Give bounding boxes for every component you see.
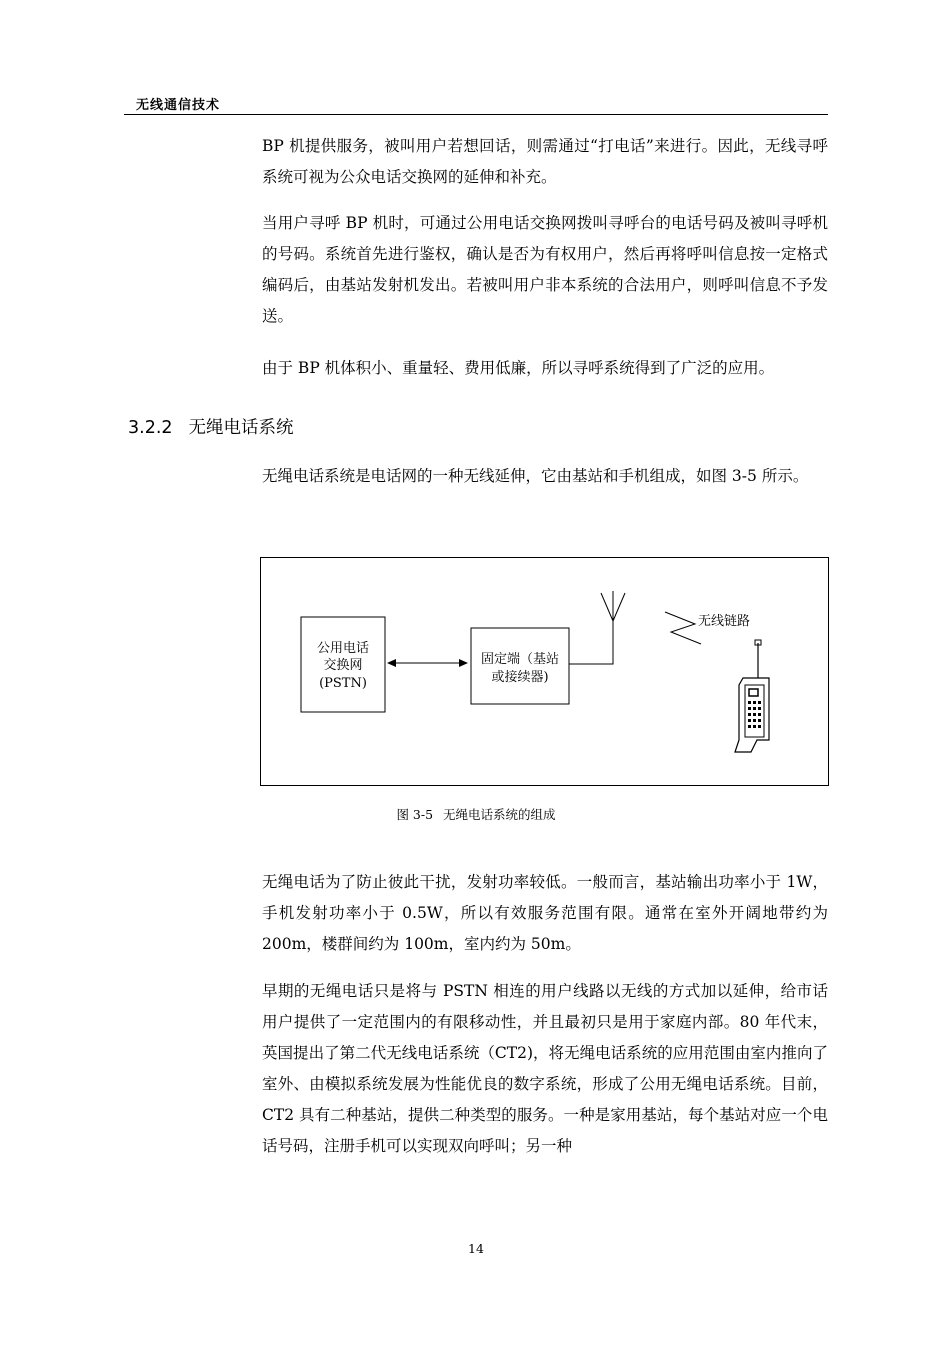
caption-text: 无绳电话系统的组成 xyxy=(443,807,556,822)
section-title: 无绳电话系统 xyxy=(188,418,294,438)
paragraph-2: 当用户寻呼 BP 机时，可通过公用电话交换网拨叫寻呼台的电话号码及被叫寻呼机的号码。系统首先进行鉴权，确认是否为有权用户，然后再将呼叫信息按一定格式编码后，由基站发射机发出。若被叫用户非本系统的合法用户，则呼叫信息不予发送。 xyxy=(262,214,828,325)
running-header xyxy=(124,92,828,115)
figure-3-5 xyxy=(260,557,829,786)
figure-caption xyxy=(0,805,952,823)
section-number: 3.2.2 xyxy=(128,418,173,438)
wireless-link-symbol xyxy=(665,612,701,644)
base-station-label-2: 或接续器) xyxy=(491,670,549,685)
paragraph-6: 早期的无绳电话只是将与 PSTN 相连的用户线路以无线的方式加以延伸，给市话用户提供了一定范围内的有限移动性，并且最初只是用于家庭内部。80 年代末，英国提出了第二代无线电话系统（CT2)，将无绳电话系统的应用范围由室内推向了室外、由模拟系统发展为性能优良的数字系统，形成了公用无绳电话系统。目前，CT2 具有二种基站，提供二种类型的服务。一种是家用基站，每个基站对应一个电话号码，注册手机可以实现双向呼叫；另一种 xyxy=(262,982,828,1155)
paragraph-4: 无绳电话系统是电话网的一种无线延伸，它由基站和手机组成，如图 3-5 所示。 xyxy=(262,467,809,485)
antenna-left-arm xyxy=(601,593,613,621)
antenna-right-arm xyxy=(613,593,625,621)
arrow-head-right xyxy=(459,659,468,667)
paragraph-5: 无绳电话为了防止彼此干扰，发射功率较低。一般而言，基站输出功率小于 1W，手机发射功率小于 0.5W，所以有效服务范围有限。通常在室外开阔地带约为 200m，楼群间约为 100m，室内约为 50m。 xyxy=(262,873,828,953)
pstn-label-3: (PSTN) xyxy=(319,676,367,691)
cordless-system-diagram xyxy=(261,558,830,787)
paragraph-3: 由于 BP 机体积小、重量轻、费用低廉，所以寻呼系统得到了广泛的应用。 xyxy=(262,359,775,377)
pstn-label-2: 交换网 xyxy=(323,658,363,673)
header-title: 无线通信技术 xyxy=(136,98,221,113)
section-heading xyxy=(128,414,294,439)
handset-icon xyxy=(735,640,769,752)
pstn-label-1: 公用电话 xyxy=(316,641,370,656)
page-number: 14 xyxy=(468,1241,484,1256)
caption-number: 图 3-5 xyxy=(396,807,434,822)
antenna-feed-line xyxy=(569,621,613,664)
wireless-link-label: 无线链路 xyxy=(698,614,751,629)
arrow-head-left xyxy=(387,659,396,667)
paragraph-1: BP 机提供服务，被叫用户若想回话，则需通过“打电话”来进行。因此，无线寻呼系统可视为公众电话交换网的延伸和补充。 xyxy=(262,137,828,186)
base-station-label-1: 固定端（基站 xyxy=(480,652,560,667)
